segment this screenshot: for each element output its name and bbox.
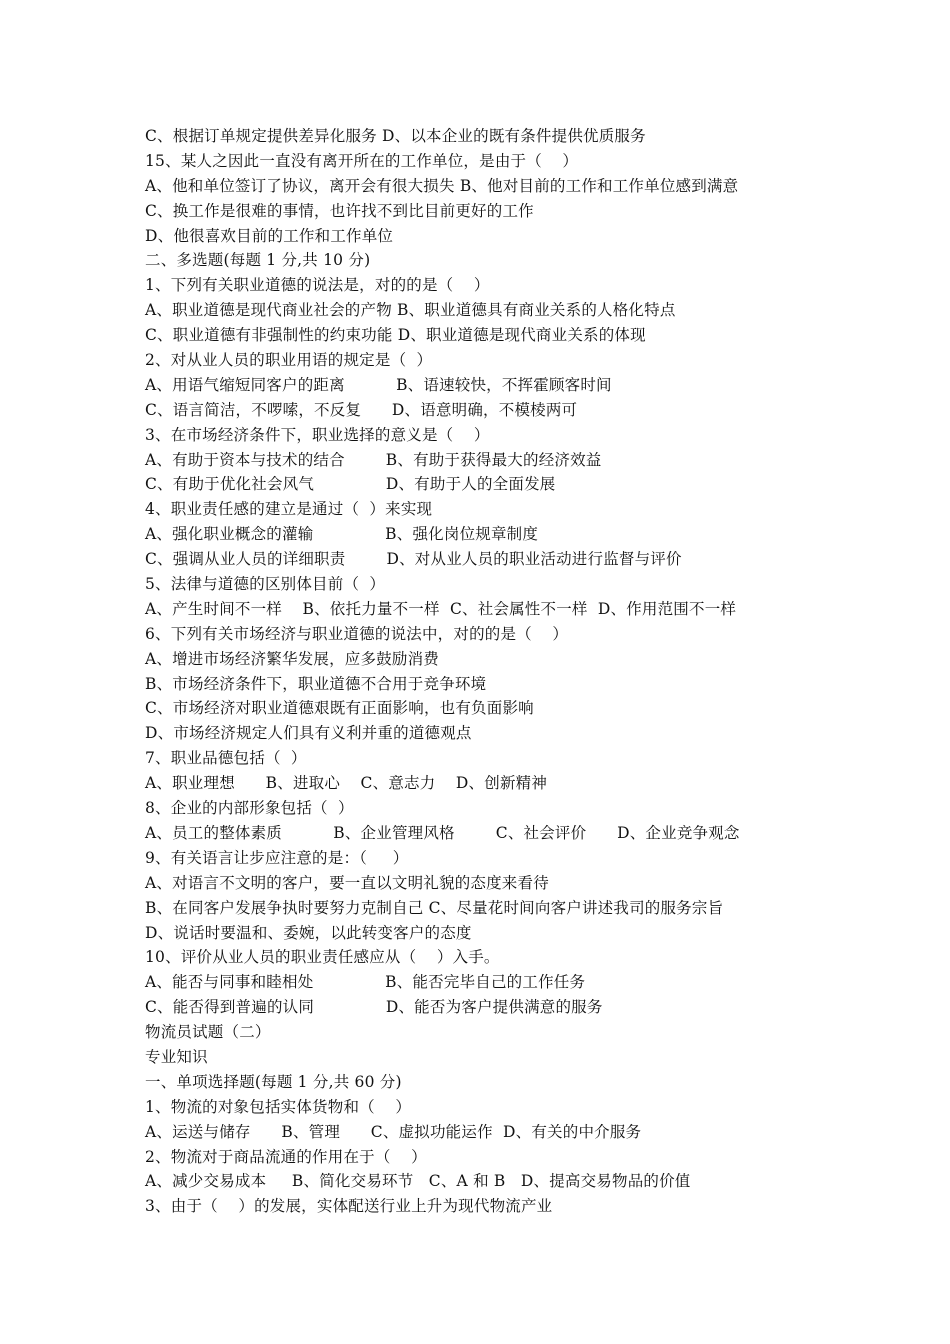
question-line: 8、企业的内部形象包括（ ） (145, 799, 354, 818)
option-line: D、市场经济规定人们具有义利并重的道德观点 (145, 724, 472, 743)
question-line: 1、下列有关职业道德的说法是，对的的是（ ） (145, 276, 490, 295)
option-line: A、能否与同事和睦相处 B、能否完毕自己的工作任务 (145, 973, 586, 992)
question-line: 2、对从业人员的职业用语的规定是（ ） (145, 351, 433, 370)
option-line: C、职业道德有非强制性的约束功能 D、职业道德是现代商业关系的体现 (145, 326, 646, 345)
question-line: 7、职业品德包括（ ） (145, 749, 307, 768)
question-line: 3、由于（ ）的发展，实体配送行业上升为现代物流产业 (145, 1197, 553, 1216)
option-line: A、职业理想 B、进取心 C、意志力 D、创新精神 (145, 774, 548, 793)
section-heading: 一、单项选择题(每题 1 分,共 60 分) (145, 1072, 402, 1091)
option-line: C、根据订单规定提供差异化服务 D、以本企业的既有条件提供优质服务 (145, 127, 646, 145)
question-line: 6、下列有关市场经济与职业道德的说法中，对的的是（ ） (145, 624, 569, 643)
option-line: A、产生时间不一样 B、依托力量不一样 C、社会属性不一样 D、作用范围不一样 (145, 599, 737, 618)
option-line: B、在同客户发展争执时要努力克制自己 C、尽量花时间向客户讲述我司的服务宗旨 (145, 898, 724, 917)
option-line: C、能否得到普遍的认同 D、能否为客户提供满意的服务 (145, 998, 603, 1017)
question-line: 15、某人之因此一直没有离开所在的工作单位，是由于（ ） (145, 151, 579, 170)
option-line: A、员工的整体素质 B、企业管理风格 C、社会评价 D、企业竞争观念 (145, 823, 740, 842)
option-line: D、他很喜欢目前的工作和工作单位 (145, 226, 394, 245)
option-line: C、市场经济对职业道德艰既有正面影响，也有负面影响 (145, 699, 534, 718)
option-line: C、强调从业人员的详细职责 D、对从业人员的职业活动进行监督与评价 (145, 550, 682, 569)
option-line: B、市场经济条件下，职业道德不合用于竞争环境 (145, 674, 487, 693)
question-line: 5、法律与道德的区别体目前（ ） (145, 575, 386, 594)
option-line: C、语言简洁，不啰嗦，不反复 D、语意明确，不模棱两可 (145, 400, 578, 419)
option-line: A、强化职业概念的灌输 B、强化岗位规章制度 (145, 525, 539, 544)
section-heading: 二、多选题(每题 1 分,共 10 分) (145, 251, 371, 270)
question-line: 4、职业责任感的建立是通过（ ）来实现 (145, 500, 433, 519)
option-line: A、有助于资本与技术的结合 B、有助于获得最大的经济效益 (145, 450, 602, 469)
section-subtitle: 专业知识 (145, 1047, 208, 1066)
option-line: D、说话时要温和、委婉，以此转变客户的态度 (145, 923, 472, 942)
question-line: 1、物流的对象包括实体货物和（ ） (145, 1097, 412, 1116)
question-line: 9、有关语言让步应注意的是：（ ） (145, 848, 409, 867)
option-line: A、运送与储存 B、管理 C、虚拟功能运作 D、有关的中介服务 (145, 1122, 642, 1141)
option-line: A、减少交易成本 B、简化交易环节 C、A 和 B D、提高交易物品的价值 (145, 1172, 691, 1191)
question-line: 3、在市场经济条件下，职业选择的意义是（ ） (145, 425, 490, 444)
option-line: A、他和单位签订了协议，离开会有很大损失 B、他对目前的工作和工作单位感到满意 (145, 176, 739, 195)
document-title: 物流员试题（二） (145, 1023, 271, 1042)
option-line: C、有助于优化社会风气 D、有助于人的全面发展 (145, 475, 556, 494)
question-line: 10、评价从业人员的职业责任感应从（ ）入手。 (145, 948, 500, 967)
document-body (145, 124, 825, 1219)
option-line: A、对语言不文明的客户，要一直以文明礼貌的态度来看待 (145, 873, 549, 892)
question-line: 2、物流对于商品流通的作用在于（ ） (145, 1147, 427, 1166)
option-line: A、增进市场经济繁华发展，应多鼓励消费 (145, 649, 439, 668)
option-line: A、用语气缩短同客户的距离 B、语速较快，不挥霍顾客时间 (145, 375, 612, 394)
option-line: C、换工作是很难的事情，也许找不到比目前更好的工作 (145, 201, 534, 220)
option-line: A、职业道德是现代商业社会的产物 B、职业道德具有商业关系的人格化特点 (145, 301, 676, 320)
